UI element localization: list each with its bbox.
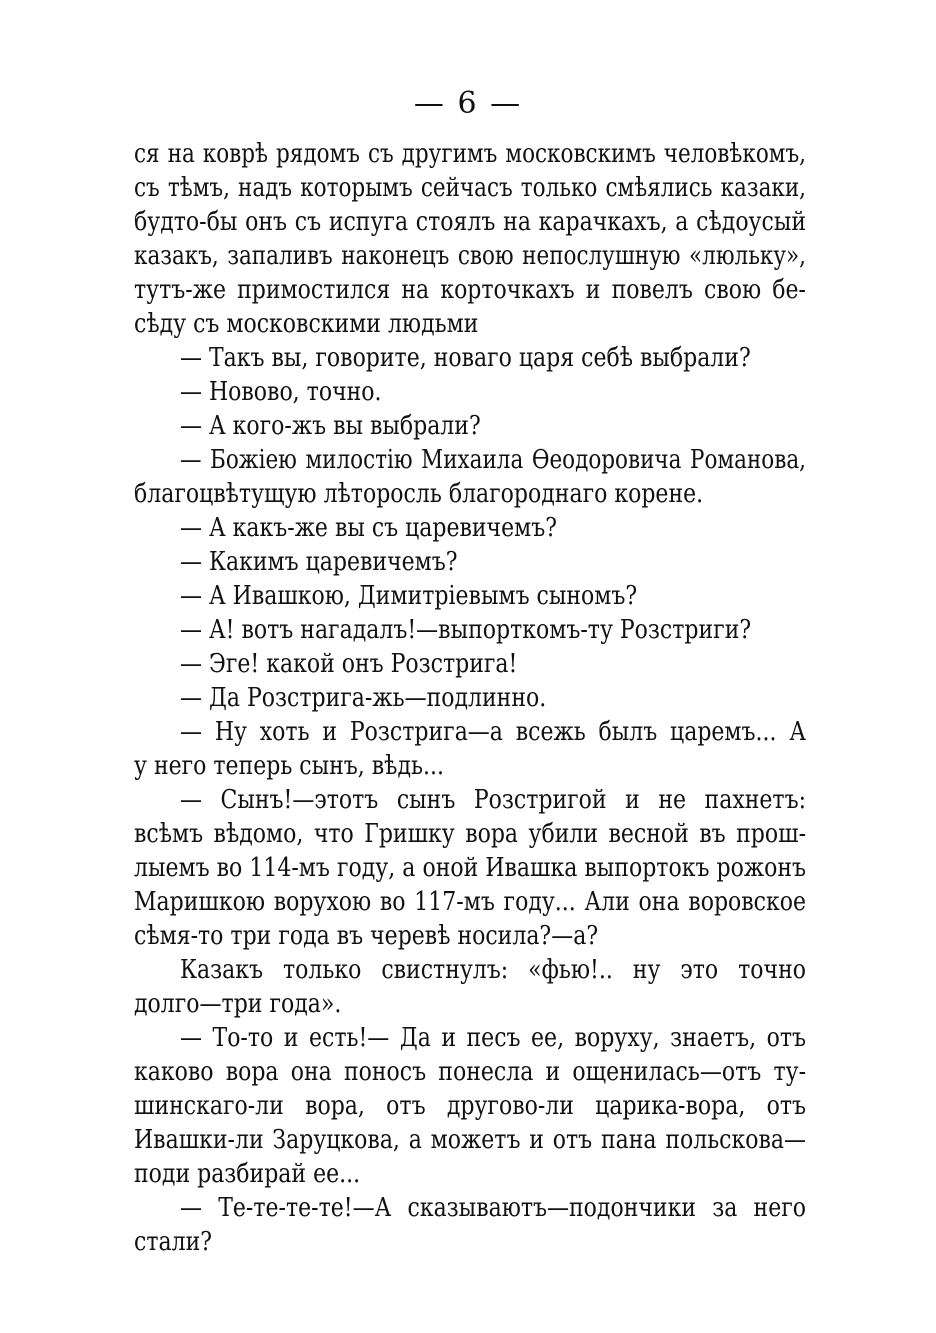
text-line: у него теперь сынъ, вѣдь... bbox=[134, 751, 444, 782]
dialogue-line: — А какъ-же вы съ царевичемъ? bbox=[180, 513, 558, 544]
text-line: долго—три года». bbox=[134, 989, 342, 1020]
text-line: поди разбирай ее... bbox=[134, 1159, 361, 1190]
page-number: — 6 — bbox=[413, 86, 523, 121]
text-line: съ тѣмъ, надъ которымъ сейчасъ только смѣялись казаки, bbox=[134, 173, 806, 204]
dialogue-line: — Божіею милостію Михаила Ѳеодоровича Романова, bbox=[180, 445, 806, 476]
text-line: Маришкою ворухою во 117-мъ году... Али она воровское bbox=[134, 887, 806, 918]
text-line: тутъ-же примостился на корточкахъ и повелъ свою бе- bbox=[134, 275, 806, 306]
dialogue-line: — Какимъ царевичемъ? bbox=[180, 547, 458, 578]
dialogue-line: — А Ивашкою, Димитріевымъ сыномъ? bbox=[180, 581, 638, 612]
text-line: будто-бы онъ съ испуга стоялъ на карачкахъ, а сѣдоусый bbox=[134, 207, 806, 238]
dialogue-line: — Да Розстрига-жь—подлинно. bbox=[180, 683, 547, 714]
text-line: сѣмя-то три года въ черевѣ носила?—а? bbox=[134, 921, 599, 952]
dialogue-line: — То-то и есть!— Да и песъ ее, воруху, знаетъ, отъ bbox=[180, 1023, 806, 1054]
text-block bbox=[134, 138, 806, 1260]
text-line: стали? bbox=[134, 1227, 213, 1258]
dialogue-line: — Такъ вы, говорите, новаго царя себѣ выбрали? bbox=[180, 343, 751, 374]
dialogue-line: Казакъ только свистнулъ: «фью!.. ну это точно bbox=[180, 955, 806, 986]
dialogue-line: — Эге! какой онъ Розстрига! bbox=[180, 649, 518, 680]
text-line: всѣмъ вѣдомо, что Гришку вора убили весной въ прош- bbox=[134, 819, 806, 850]
dialogue-line: — А! вотъ нагадалъ!—выпорткомъ-ту Розстриги? bbox=[180, 615, 752, 646]
text-line: сѣду съ московскими людьми bbox=[134, 309, 479, 340]
text-line: каково вора она поносъ понесла и ощенилась—отъ ту- bbox=[134, 1057, 806, 1088]
text-line: Ивашки-ли Заруцкова, а можетъ и отъ пана польскова— bbox=[134, 1125, 806, 1156]
dialogue-line: — Те-те-те-те!—А сказываютъ—подончики за него bbox=[180, 1193, 806, 1224]
text-line: шинскаго-ли вора, отъ другово-ли царика-вора, отъ bbox=[134, 1091, 806, 1122]
text-line: ся на коврѣ рядомъ съ другимъ московскимъ человѣкомъ, bbox=[134, 139, 806, 170]
dialogue-line: — А кого-жъ вы выбрали? bbox=[180, 411, 481, 442]
dialogue-line: — Сынъ!—этотъ сынъ Розстригой и не пахнетъ: bbox=[180, 785, 806, 816]
text-line: благоцвѣтущую лѣторосль благороднаго корене. bbox=[134, 479, 704, 510]
dialogue-line: — Новово, точно. bbox=[180, 377, 382, 408]
text-line: лыемъ во 114-мъ году, а оной Ивашка выпортокъ рожонъ bbox=[134, 853, 806, 884]
dialogue-line: — Ну хоть и Розстрига—а всежь былъ царемъ... А bbox=[180, 717, 806, 748]
text-line: казакъ, запаливъ наконецъ свою непослушную «люльку», bbox=[134, 241, 806, 272]
